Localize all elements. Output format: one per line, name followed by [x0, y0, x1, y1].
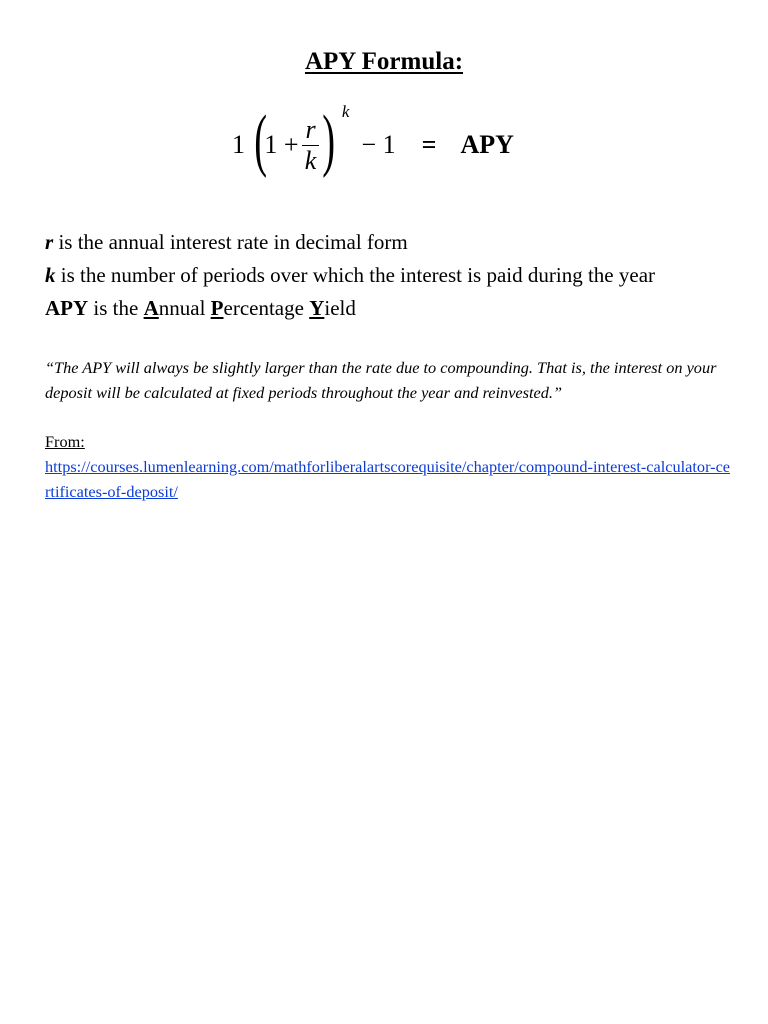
- formula-equals: =: [421, 130, 437, 159]
- symbol-apy: APY: [45, 296, 89, 320]
- definition-r-text: is the annual interest rate in decimal form: [53, 230, 408, 254]
- word-percentage-rest: ercentage: [223, 296, 310, 320]
- apy-formula: [232, 100, 514, 190]
- formula-exponent: k: [341, 102, 350, 121]
- definition-r: [45, 226, 655, 259]
- quote-block: “The APY will always be slightly larger than the rate due to compounding. That is, the interest on your deposit will be calculated at fixed periods throughout the year and reinvested.”: [45, 358, 717, 402]
- fraction-numerator: r: [302, 117, 318, 146]
- left-paren: (: [254, 102, 268, 179]
- formula-result: APY: [460, 130, 514, 159]
- definition-apy: [45, 292, 655, 325]
- word-yield-rest: ield: [324, 296, 356, 320]
- rate-fraction: [302, 114, 318, 175]
- word-annual-rest: nnual: [158, 296, 211, 320]
- symbol-r: r: [45, 230, 54, 254]
- source-link[interactable]: https://courses.lumenlearning.com/mathforliberalartscorequisite/chapter/compound-interest-calculator-certificates-of-deposit/: [45, 457, 731, 501]
- symbol-k: k: [45, 263, 56, 287]
- definition-apy-text: is the: [88, 296, 144, 320]
- source-block: [45, 429, 735, 504]
- definitions: [45, 226, 655, 325]
- fraction-denominator: k: [304, 145, 317, 175]
- right-paren: ): [321, 102, 335, 179]
- letter-y: Y: [309, 296, 325, 320]
- page-title: APY Formula:: [304, 48, 464, 75]
- formula-minus-one: − 1: [361, 130, 396, 159]
- formula-lead: 1: [232, 130, 245, 159]
- definition-k-text: is the number of periods over which the interest is paid during the year: [55, 263, 656, 287]
- formula-one-plus: 1 +: [264, 130, 299, 159]
- letter-p: P: [210, 296, 224, 320]
- from-label: From:: [45, 432, 85, 451]
- definition-k: [45, 259, 655, 292]
- letter-a: A: [143, 296, 159, 320]
